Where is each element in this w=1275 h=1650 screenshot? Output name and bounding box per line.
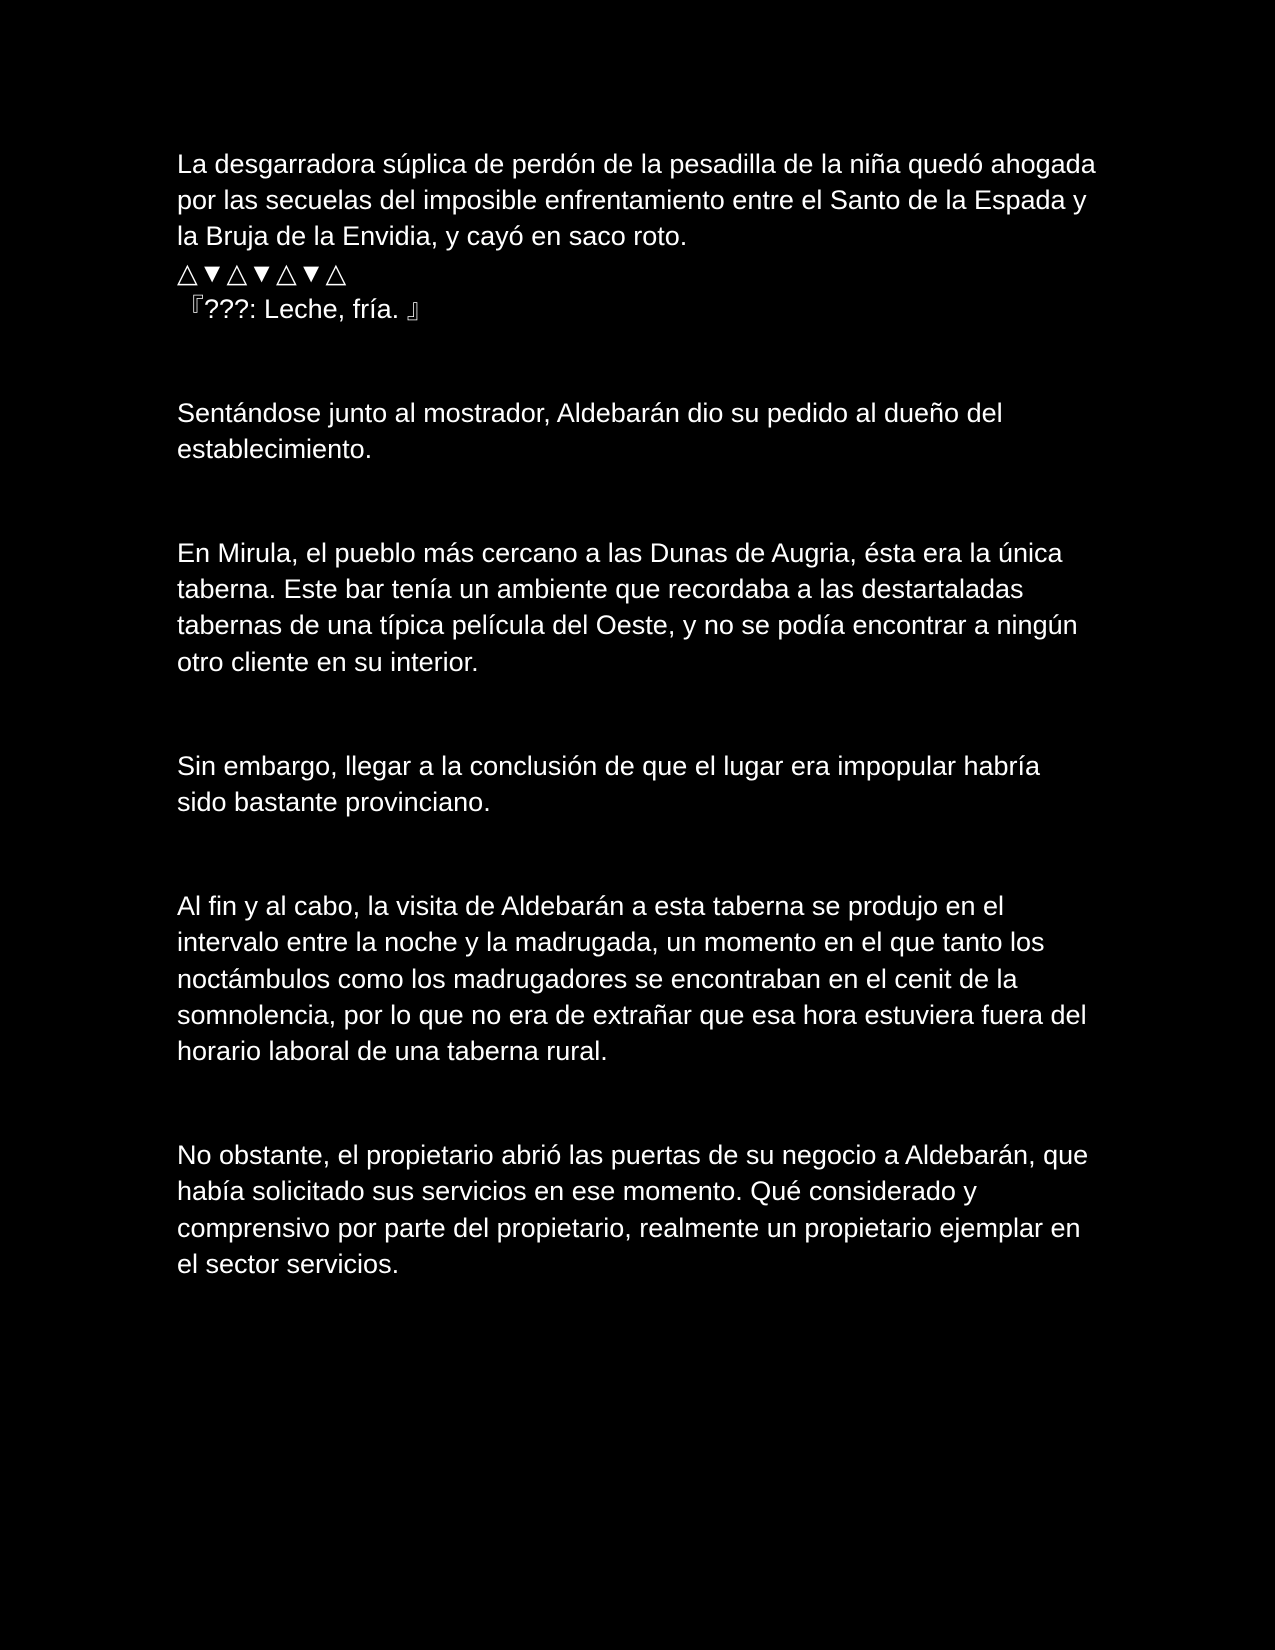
paragraph-mirula-tavern: En Mirula, el pueblo más cercano a las Dunas de Augria, ésta era la única taberna. Este bar tenía un ambiente que recordaba a las destartaladas tabernas de una típica película del Oeste, y no se podía encontrar a ningún otro cliente en su interior.: [177, 538, 1078, 677]
paragraph-owner: No obstante, el propietario abrió las puertas de su negocio a Aldebarán, que había solicitado sus servicios en ese momento. Qué considerado y comprensivo por parte del propietario, realmente un propietario ejemplar en el sector servicios.: [177, 1140, 1089, 1279]
dialogue-line: 『???: Leche, fría. 』: [177, 293, 434, 324]
document-page: [177, 146, 1097, 1282]
paragraph-visit-time: Al fin y al cabo, la visita de Aldebarán a esta taberna se produjo en el intervalo entre la noche y la madrugada, un momento en el que tanto los noctámbulos como los madrugadores se encontraban en el cenit de la somnolencia, por lo que no era de extrañar que esa hora estuviera fuera del horario laboral de una taberna rural.: [177, 891, 1087, 1067]
scene-separator: △▼△▼△▼△: [177, 257, 348, 288]
opening-paragraph: La desgarradora súplica de perdón de la pesadilla de la niña quedó ahogada por las secuelas del imposible enfrentamiento entre el Santo de la Espada y la Bruja de la Envidia, y cayó en saco roto.: [177, 149, 1096, 252]
paragraph-counter-order: Sentándose junto al mostrador, Aldebarán dio su pedido al dueño del establecimiento.: [177, 397, 1003, 464]
paragraph-unpopular: Sin embargo, llegar a la conclusión de que el lugar era impopular habría sido bastante provinciano.: [177, 750, 1041, 818]
